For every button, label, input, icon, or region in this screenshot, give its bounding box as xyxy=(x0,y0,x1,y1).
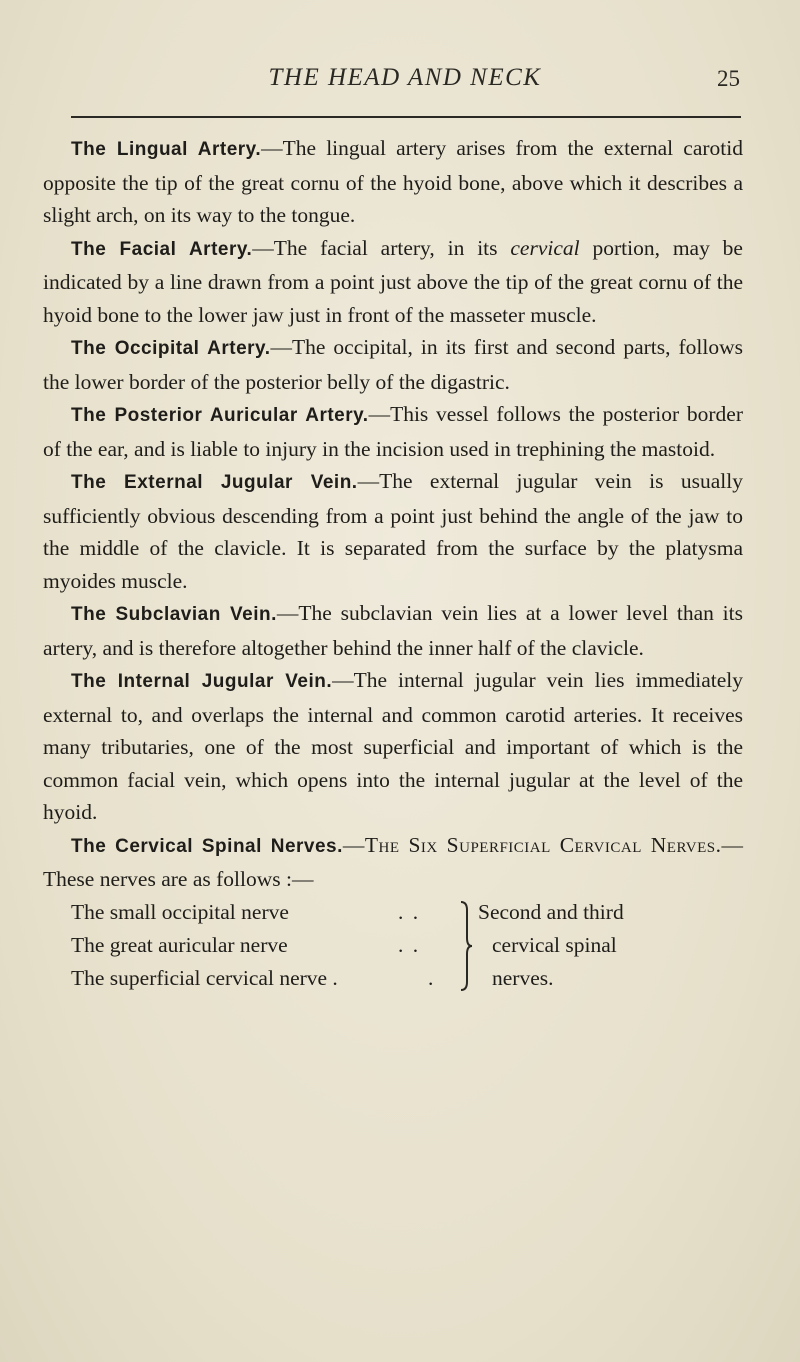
brace-label-line: Second and third xyxy=(478,899,624,924)
paragraph-text: —The lingual artery arises from the external carotid opposite the tip of the great cornu of the hyoid bone, above which it describes a slight arch, on its way to the tongue. xyxy=(43,136,743,227)
leader-dots: . xyxy=(428,965,436,990)
paragraph-facial-artery xyxy=(43,232,743,332)
paragraph-text: —The internal jugular vein lies immediately external to, and overlaps the internal and common carotid arteries. It receives many tributaries, one of the most superficial and important of which is the common facial vein, which opens into the internal jugular at the level of the hyoid. xyxy=(43,668,743,824)
paragraph-text: —The occipital, in its first and second parts, follows the lower border of the posterior belly of the digastric. xyxy=(43,335,743,394)
paragraph-heading: The Internal Jugular Vein. xyxy=(71,671,333,692)
nerve-list-item: The great auricular nerve xyxy=(71,932,288,957)
nerve-list-item: The superficial cervical nerve . xyxy=(71,965,338,990)
paragraph-heading: The Facial Artery. xyxy=(71,238,253,260)
paragraph-text: —These nerves are as follows :— xyxy=(43,832,743,891)
paragraph-heading: The Lingual Artery. xyxy=(71,139,262,160)
paragraph-heading: The Posterior Auricular Artery. xyxy=(71,405,369,426)
nerve-list-item: The small occipital nerve xyxy=(71,899,289,924)
leader-dots: . . xyxy=(398,899,421,924)
paragraph-external-jugular-vein xyxy=(43,465,743,597)
right-brace-icon xyxy=(459,900,473,992)
body-text xyxy=(43,132,743,996)
leader-dots: . . xyxy=(398,932,421,957)
paragraph-subclavian-vein xyxy=(43,597,743,664)
paragraph-subheading: —The Six Superficial Cervical Nerves. xyxy=(342,832,722,857)
paragraph-posterior-auricular-artery xyxy=(43,398,743,465)
brace-label-line: cervical spinal xyxy=(492,932,617,957)
paragraph-heading: The Cervical Spinal Nerves. xyxy=(71,835,343,857)
paragraph-cervical-spinal-nerves xyxy=(43,829,743,896)
brace-label-line: nerves. xyxy=(492,965,554,990)
running-head xyxy=(70,64,740,98)
paragraph-text: —This vessel follows the posterior border of the ear, and is liable to injury in the incision used in trephining the mastoid. xyxy=(43,402,743,461)
header-rule xyxy=(71,116,741,118)
paragraph-text: —The subclavian vein lies at a lower level than its artery, and is therefore altogether behind the inner half of the clavicle. xyxy=(43,601,743,660)
paragraph-heading: The Occipital Artery. xyxy=(71,338,271,359)
page-number: 25 xyxy=(717,66,740,91)
paragraph-occipital-artery xyxy=(43,331,743,398)
paragraph-lingual-artery xyxy=(43,132,743,232)
paragraph-text: portion, may be indicated by a line drawn from a point just above the tip of the great cornu of the hyoid bone to the lower jaw just in front of the masseter muscle. xyxy=(43,235,743,327)
paragraph-emphasis: cervical xyxy=(510,235,580,260)
running-title: THE HEAD AND NECK xyxy=(268,64,542,91)
paragraph-text: —The facial artery, in its xyxy=(252,235,511,260)
paragraph-internal-jugular-vein xyxy=(43,664,743,829)
nerve-list xyxy=(43,896,743,996)
paragraph-heading: The External Jugular Vein. xyxy=(71,472,358,493)
paragraph-text: —The external jugular vein is usually sufficiently obvious descending from a point just behind the angle of the jaw to the middle of the clavicle. It is separated from the surface by the platysma myoides muscle. xyxy=(43,469,744,593)
paragraph-heading: The Subclavian Vein. xyxy=(71,604,277,625)
